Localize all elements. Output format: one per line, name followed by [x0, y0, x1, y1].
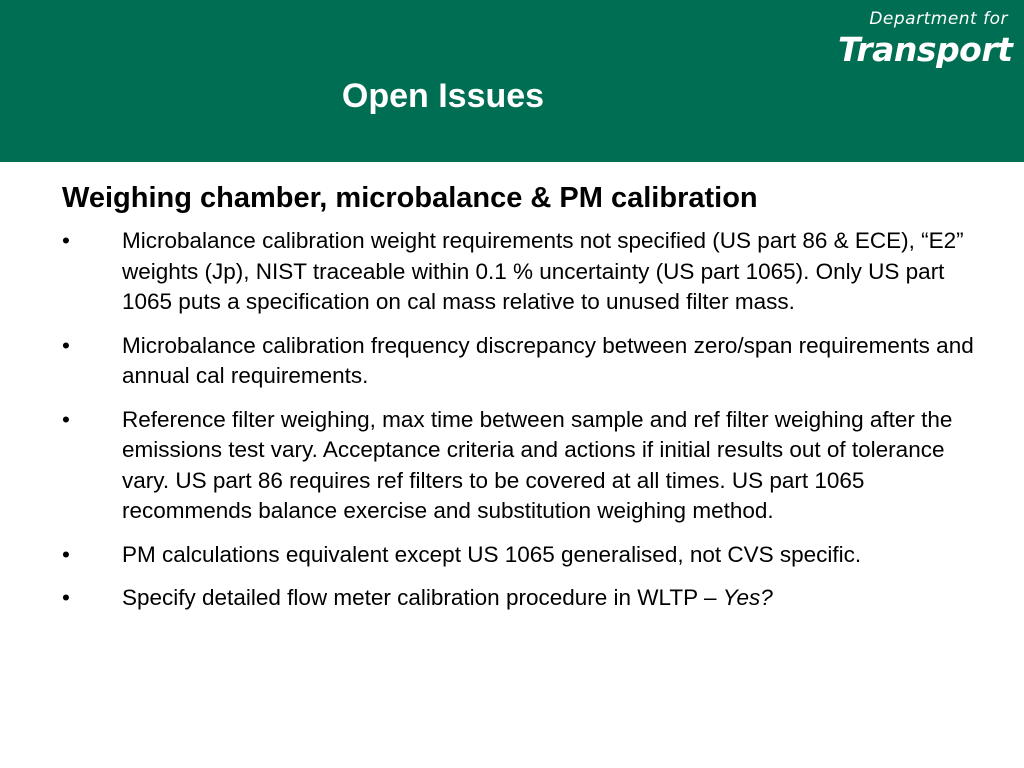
- logo-line-transport: Transport: [838, 30, 1013, 69]
- bullet-text: PM calculations equivalent except US 1065 generalised, not CVS specific.: [122, 541, 862, 567]
- bullet-marker: •: [62, 228, 70, 253]
- bullet-item: [62, 583, 982, 614]
- bullet-item: [62, 540, 982, 571]
- department-for-transport-logo: [838, 8, 1013, 70]
- bullet-marker: •: [62, 585, 70, 610]
- bullet-emphasis: Yes?: [722, 585, 773, 610]
- bullet-marker: •: [62, 541, 70, 567]
- bullet-item: [62, 331, 982, 392]
- bullet-text: Specify detailed flow meter calibration procedure in WLTP –: [122, 585, 723, 610]
- bullet-text: Reference filter weighing, max time between sample and ref filter weighing after the emissions test vary. Acceptance criteria and actions if initial results out of tolerance vary. US part 86 requires ref filters to be covered at all times. US part 1065 recommends balance exercise and substitution weighing method.: [122, 406, 953, 523]
- logo-line-department-for: Department for: [869, 9, 1008, 29]
- bullet-item: [62, 226, 982, 318]
- bullet-text: Microbalance calibration weight requirements not specified (US part 86 & ECE), “E2” weights (Jp), NIST traceable within 0.1 % uncertainty (US part 1065). Only US part 1065 puts a specification on cal mass relative to unused filter mass.: [122, 228, 964, 314]
- bullet-list: [62, 226, 982, 627]
- bullet-marker: •: [62, 406, 70, 432]
- bullet-marker: •: [62, 332, 70, 358]
- slide-title: Open Issues: [341, 77, 545, 115]
- bullet-text: Microbalance calibration frequency discrepancy between zero/span requirements and annual cal requirements.: [122, 332, 974, 388]
- bullet-item: [62, 405, 982, 527]
- section-subheading: Weighing chamber, microbalance & PM calibration: [62, 182, 758, 214]
- header-band: [0, 0, 1024, 162]
